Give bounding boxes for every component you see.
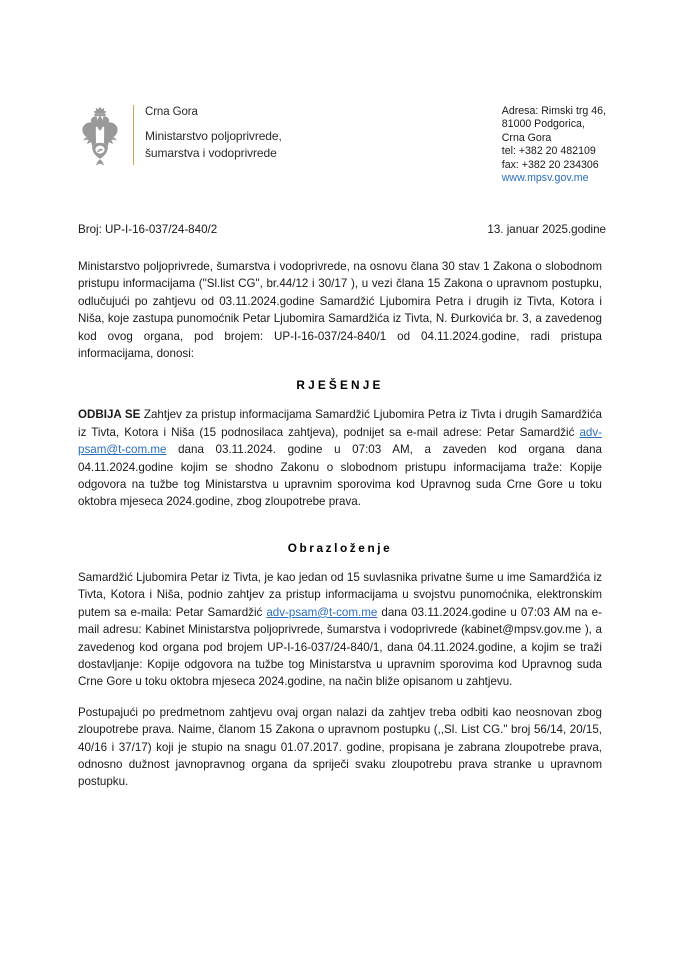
applicant-email-link-2[interactable]: adv-psam@t-com.me bbox=[266, 605, 378, 619]
address-line-tel: tel: +382 20 482109 bbox=[501, 145, 596, 158]
ministry-brand bbox=[76, 103, 282, 169]
explanation-heading: Obrazloženje bbox=[287, 540, 393, 555]
address-website-link[interactable] bbox=[502, 172, 606, 185]
applicant-email-link[interactable]: adv-psam@t-com.me bbox=[78, 425, 602, 457]
address-line-fax: fax: +382 20 234306 bbox=[501, 158, 599, 171]
address-website-url[interactable]: www.mpsv.gov.me bbox=[501, 172, 589, 185]
reference-number: Broj: UP-I-16-037/24-840/2 bbox=[78, 223, 218, 236]
explanation-paragraph-1 bbox=[78, 569, 602, 691]
brand-ministry-line2: šumarstva i vodoprivrede bbox=[145, 145, 277, 160]
intro-paragraph: Ministarstvo poljoprivrede, šumarstva i vodoprivrede, na osnovu člana 30 stav 1 Zakona o slobodnom pristupu informacijama ("Sl.list CG", br.44/12 i 30/17 ), u vezi člana 15 Zakona o upravnom postupku, odlučujući po zahtjevu od 03.11.2024.godine Samardžić Ljubomira Petra i drugih iz Tivta, Kotora i Niša, koje zastupa punomoćnik Petar Ljubomira Samardžića iz Tivta, N. Đurkovića br. 3, a zavedenog kod ovog organa, pod brojem: UP-I-16-037/24-840/1 od 04.11.2024.godine, radi pristupa informacijama, donosi: bbox=[78, 260, 602, 361]
address-line-street: Adresa: Rimski trg 46, bbox=[501, 105, 606, 117]
brand-country: Crna Gora bbox=[145, 106, 198, 118]
explanation-text-part1: Samardžić Ljubomira Petar iz Tivta, je kao jedan od 15 suvlasnika privatne šume u ime Samardžića iz Tivta, Kotora i Niša, podnio zahtjev za pristup informacijama u svojstvu punomoćnika, elektronskim putem sa e-maila: Petar Samardžić bbox=[78, 570, 602, 619]
decision-text-part2: dana 03.11.2024. godine u 07:03 AM, a zaveden kod organa dana 04.11.2024.godine kojim se shodno Zakonu o slobodnom pristupu informacijama traže: Kopije odgovora na tužbe tog Ministarstva u upravnim sporovima kod Upravnog suda Crne Gore u toku oktobra mjeseca 2024.godine, zbog zloupotrebe prava. bbox=[78, 443, 602, 509]
letterhead bbox=[0, 103, 679, 185]
brand-text bbox=[145, 103, 282, 161]
address-line-city: 81000 Podgorica, bbox=[501, 118, 585, 131]
reference-line bbox=[78, 222, 606, 238]
coat-of-arms-montenegro-icon bbox=[76, 103, 124, 169]
decision-heading: RJEŠENJE bbox=[296, 378, 384, 393]
decision-lead: ODBIJA SE bbox=[78, 408, 141, 422]
decision-text-part1: Zahtjev za pristup informacijama Samardžić Ljubomira Petra iz Tivta i drugih Samardžića iz Tivta, Kotora i Niša (15 podnosilaca zahtjeva), podnijet sa e-mail adrese: Petar Samardžić bbox=[78, 408, 602, 439]
decision-paragraph bbox=[78, 406, 602, 510]
reference-date: 13. januar 2025.godine bbox=[487, 223, 606, 236]
brand-ministry-line1: Ministarstvo poljoprivrede, bbox=[145, 129, 282, 143]
address-line-country: Crna Gora bbox=[501, 131, 552, 144]
address-block bbox=[502, 103, 606, 185]
brand-ministry bbox=[145, 128, 282, 161]
brand-divider bbox=[133, 105, 134, 165]
document-body bbox=[78, 258, 602, 804]
explanation-text-part2: dana 03.11.2024.godine u 07:03 AM na e-mail adresu: Kabinet Ministarstva poljoprivrede, šumarstva i vodoprivrede (kabinet@mpsv.gov.me ), a zavedenog kod organa pod brojem UP-I-16-037/24-840/1, dana 04.11.2024.godine, a kojim se traži dostavljanje: Kopije odgovora na tužbe tog Ministarstva u upravnim sporovima kod Upravnog suda Crne Gore u toku oktobra mjeseca 2024.godine, na način bliže opisanom u zahtjevu. bbox=[78, 605, 602, 689]
explanation-paragraph-2: Postupajući po predmetnom zahtjevu ovaj organ nalazi da zahtjev treba odbiti kao neosnovan zbog zloupotrebe prava. Naime, članom 15 Zakona o upravnom postupku (,,Sl. List CG." broj 56/14, 20/15, 40/16 i 37/17) koji je stupio na snagu 01.07.2017. godine, propisana je zabrana zloupotrebe prava, odnosno dužnost javnopravnog organa da spriječi svaku zloupotrebu prava stranke u upravnom postupku. bbox=[78, 705, 602, 789]
